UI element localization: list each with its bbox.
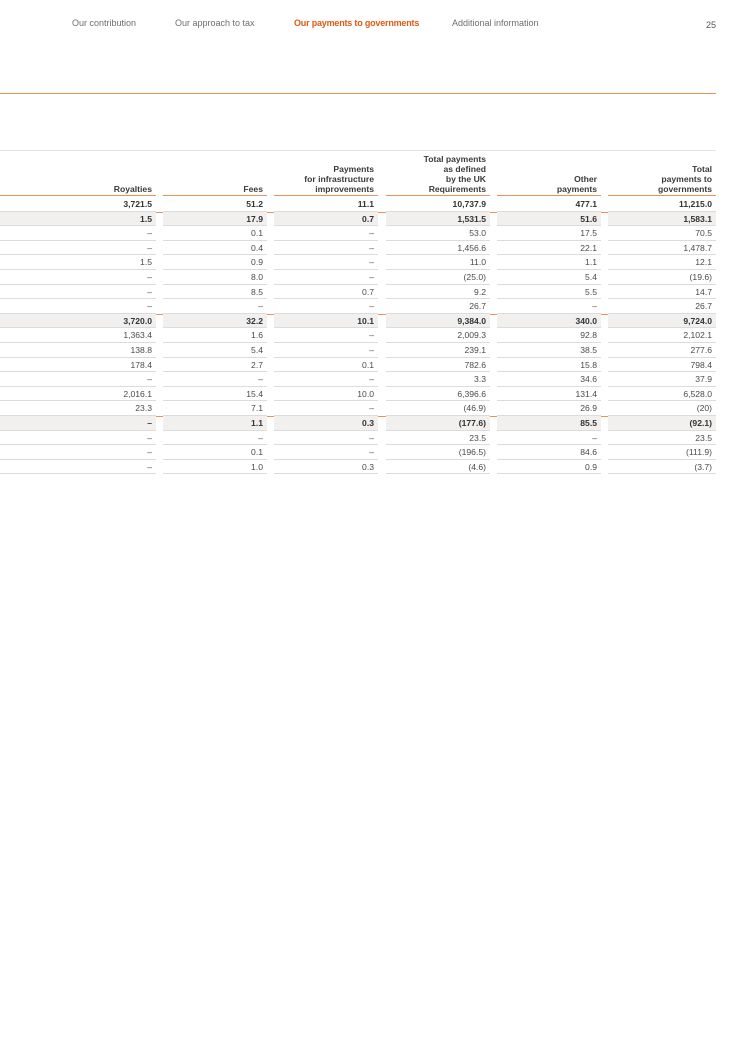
- cell-royalties: –: [0, 241, 156, 256]
- table-total-row: [0, 197, 716, 212]
- cell-fees: 2.7: [163, 358, 267, 373]
- cell-total-governments: (3.7): [608, 460, 716, 475]
- cell-infrastructure: 0.3: [274, 416, 378, 431]
- cell-other-payments: 92.8: [497, 328, 601, 343]
- column-header-underline: [0, 195, 156, 196]
- cell-total-uk: (25.0): [386, 270, 490, 285]
- cell-total-uk: 23.5: [386, 431, 490, 446]
- cell-total-governments: 1,478.7: [608, 241, 716, 256]
- cell-total-governments: 798.4: [608, 358, 716, 373]
- top-navigation: [0, 18, 752, 32]
- cell-fees: 0.1: [163, 226, 267, 241]
- nav-our-contribution[interactable]: Our contribution: [72, 18, 137, 28]
- column-header-underline: [386, 195, 490, 196]
- cell-total-uk: 782.6: [386, 358, 490, 373]
- cell-fees: 1.1: [163, 416, 267, 431]
- cell-royalties: 1,363.4: [0, 328, 156, 343]
- cell-royalties: –: [0, 270, 156, 285]
- cell-infrastructure: –: [274, 255, 378, 270]
- cell-fees: 0.9: [163, 255, 267, 270]
- cell-other-payments: 38.5: [497, 343, 601, 358]
- cell-infrastructure: 11.1: [274, 197, 378, 212]
- cell-total-governments: 14.7: [608, 285, 716, 300]
- column-header-total-uk: Total payments as defined by the UK Requirements: [423, 154, 486, 194]
- cell-total-uk: 9.2: [386, 285, 490, 300]
- cell-total-governments: 2,102.1: [608, 328, 716, 343]
- cell-royalties: –: [0, 460, 156, 475]
- cell-total-governments: 26.7: [608, 299, 716, 314]
- column-header-infrastructure: Payments for infrastructure improvements: [304, 164, 374, 194]
- cell-fees: –: [163, 299, 267, 314]
- cell-other-payments: 22.1: [497, 241, 601, 256]
- cell-other-payments: 5.4: [497, 270, 601, 285]
- cell-total-governments: 11,215.0: [608, 197, 716, 212]
- cell-fees: 0.1: [163, 445, 267, 460]
- cell-royalties: 1.5: [0, 212, 156, 227]
- cell-total-governments: 277.6: [608, 343, 716, 358]
- cell-infrastructure: –: [274, 299, 378, 314]
- table-subtotal-row: [0, 416, 716, 431]
- cell-royalties: 138.8: [0, 343, 156, 358]
- cell-other-payments: 17.5: [497, 226, 601, 241]
- cell-fees: 0.4: [163, 241, 267, 256]
- nav-additional-information[interactable]: Additional information: [452, 18, 539, 28]
- cell-fees: 1.6: [163, 328, 267, 343]
- cell-fees: 17.9: [163, 212, 267, 227]
- cell-other-payments: 15.8: [497, 358, 601, 373]
- cell-royalties: 178.4: [0, 358, 156, 373]
- column-header-underline: [163, 195, 267, 196]
- cell-royalties: –: [0, 226, 156, 241]
- cell-other-payments: 84.6: [497, 445, 601, 460]
- cell-total-uk: 1,456.6: [386, 241, 490, 256]
- cell-total-governments: (19.6): [608, 270, 716, 285]
- cell-infrastructure: 0.7: [274, 285, 378, 300]
- table-subtotal-row: [0, 212, 716, 227]
- cell-total-uk: 26.7: [386, 299, 490, 314]
- table-row: [0, 460, 716, 475]
- cell-fees: 8.0: [163, 270, 267, 285]
- table-row: [0, 372, 716, 387]
- cell-fees: 1.0: [163, 460, 267, 475]
- cell-total-uk: 239.1: [386, 343, 490, 358]
- cell-total-uk: 1,531.5: [386, 212, 490, 227]
- cell-royalties: –: [0, 372, 156, 387]
- cell-total-uk: 53.0: [386, 226, 490, 241]
- cell-infrastructure: 0.7: [274, 212, 378, 227]
- cell-other-payments: 34.6: [497, 372, 601, 387]
- cell-fees: 8.5: [163, 285, 267, 300]
- cell-other-payments: 477.1: [497, 197, 601, 212]
- cell-other-payments: –: [497, 431, 601, 446]
- cell-fees: –: [163, 431, 267, 446]
- cell-total-uk: 10,737.9: [386, 197, 490, 212]
- cell-total-governments: 6,528.0: [608, 387, 716, 402]
- column-header-total-governments: Total payments to governments: [658, 164, 712, 194]
- cell-fees: –: [163, 372, 267, 387]
- cell-total-uk: 2,009.3: [386, 328, 490, 343]
- cell-other-payments: 51.6: [497, 212, 601, 227]
- cell-other-payments: 26.9: [497, 401, 601, 416]
- cell-royalties: 23.3: [0, 401, 156, 416]
- cell-fees: 32.2: [163, 314, 267, 329]
- table-row: [0, 431, 716, 446]
- column-header-royalties: Royalties: [113, 184, 152, 194]
- cell-total-uk: 11.0: [386, 255, 490, 270]
- cell-infrastructure: –: [274, 401, 378, 416]
- cell-other-payments: 5.5: [497, 285, 601, 300]
- nav-our-approach-to-tax[interactable]: Our approach to tax: [175, 18, 255, 28]
- table-row: [0, 299, 716, 314]
- cell-fees: 15.4: [163, 387, 267, 402]
- cell-infrastructure: –: [274, 241, 378, 256]
- cell-total-governments: 23.5: [608, 431, 716, 446]
- cell-total-uk: 6,396.6: [386, 387, 490, 402]
- table-row: [0, 226, 716, 241]
- cell-royalties: 1.5: [0, 255, 156, 270]
- table-row: [0, 358, 716, 373]
- table-row: [0, 241, 716, 256]
- cell-total-uk: (46.9): [386, 401, 490, 416]
- cell-fees: 5.4: [163, 343, 267, 358]
- cell-other-payments: 85.5: [497, 416, 601, 431]
- cell-infrastructure: –: [274, 328, 378, 343]
- column-header-underline: [608, 195, 716, 196]
- cell-total-uk: (196.5): [386, 445, 490, 460]
- table-header: [0, 151, 716, 196]
- table-row: [0, 270, 716, 285]
- cell-royalties: 3,720.0: [0, 314, 156, 329]
- cell-total-uk: (177.6): [386, 416, 490, 431]
- column-header-other-payments: Other payments: [556, 174, 597, 194]
- table-subtotal-row: [0, 314, 716, 329]
- cell-total-uk: (4.6): [386, 460, 490, 475]
- cell-infrastructure: –: [274, 445, 378, 460]
- cell-infrastructure: 10.0: [274, 387, 378, 402]
- cell-royalties: 2,016.1: [0, 387, 156, 402]
- column-header-fees: Fees: [243, 184, 263, 194]
- cell-infrastructure: –: [274, 343, 378, 358]
- nav-our-payments-to-governments[interactable]: Our payments to governments: [294, 18, 420, 28]
- table-row: [0, 387, 716, 402]
- cell-royalties: –: [0, 431, 156, 446]
- table-row: [0, 445, 716, 460]
- table-row: [0, 328, 716, 343]
- cell-infrastructure: 0.1: [274, 358, 378, 373]
- page-number: 25: [705, 20, 716, 30]
- cell-other-payments: 340.0: [497, 314, 601, 329]
- cell-total-governments: (111.9): [608, 445, 716, 460]
- cell-infrastructure: –: [274, 270, 378, 285]
- cell-total-governments: 37.9: [608, 372, 716, 387]
- cell-other-payments: 131.4: [497, 387, 601, 402]
- cell-royalties: –: [0, 285, 156, 300]
- section-divider: [0, 93, 716, 94]
- cell-infrastructure: 10.1: [274, 314, 378, 329]
- cell-fees: 7.1: [163, 401, 267, 416]
- cell-other-payments: –: [497, 299, 601, 314]
- cell-total-governments: 9,724.0: [608, 314, 716, 329]
- cell-infrastructure: –: [274, 372, 378, 387]
- cell-royalties: –: [0, 299, 156, 314]
- table-row: [0, 401, 716, 416]
- cell-fees: 51.2: [163, 197, 267, 212]
- cell-infrastructure: 0.3: [274, 460, 378, 475]
- cell-other-payments: 0.9: [497, 460, 601, 475]
- cell-royalties: 3,721.5: [0, 197, 156, 212]
- table-row: [0, 343, 716, 358]
- cell-royalties: –: [0, 445, 156, 460]
- cell-total-uk: 3.3: [386, 372, 490, 387]
- cell-total-governments: 70.5: [608, 226, 716, 241]
- table-row: [0, 285, 716, 300]
- cell-other-payments: 1.1: [497, 255, 601, 270]
- cell-total-governments: (20): [608, 401, 716, 416]
- cell-total-governments: 12.1: [608, 255, 716, 270]
- cell-infrastructure: –: [274, 226, 378, 241]
- table-body: [0, 197, 716, 474]
- cell-total-governments: 1,583.1: [608, 212, 716, 227]
- column-header-underline: [274, 195, 378, 196]
- cell-total-uk: 9,384.0: [386, 314, 490, 329]
- cell-infrastructure: –: [274, 431, 378, 446]
- table-row: [0, 255, 716, 270]
- cell-total-governments: (92.1): [608, 416, 716, 431]
- column-header-underline: [497, 195, 601, 196]
- cell-royalties: –: [0, 416, 156, 431]
